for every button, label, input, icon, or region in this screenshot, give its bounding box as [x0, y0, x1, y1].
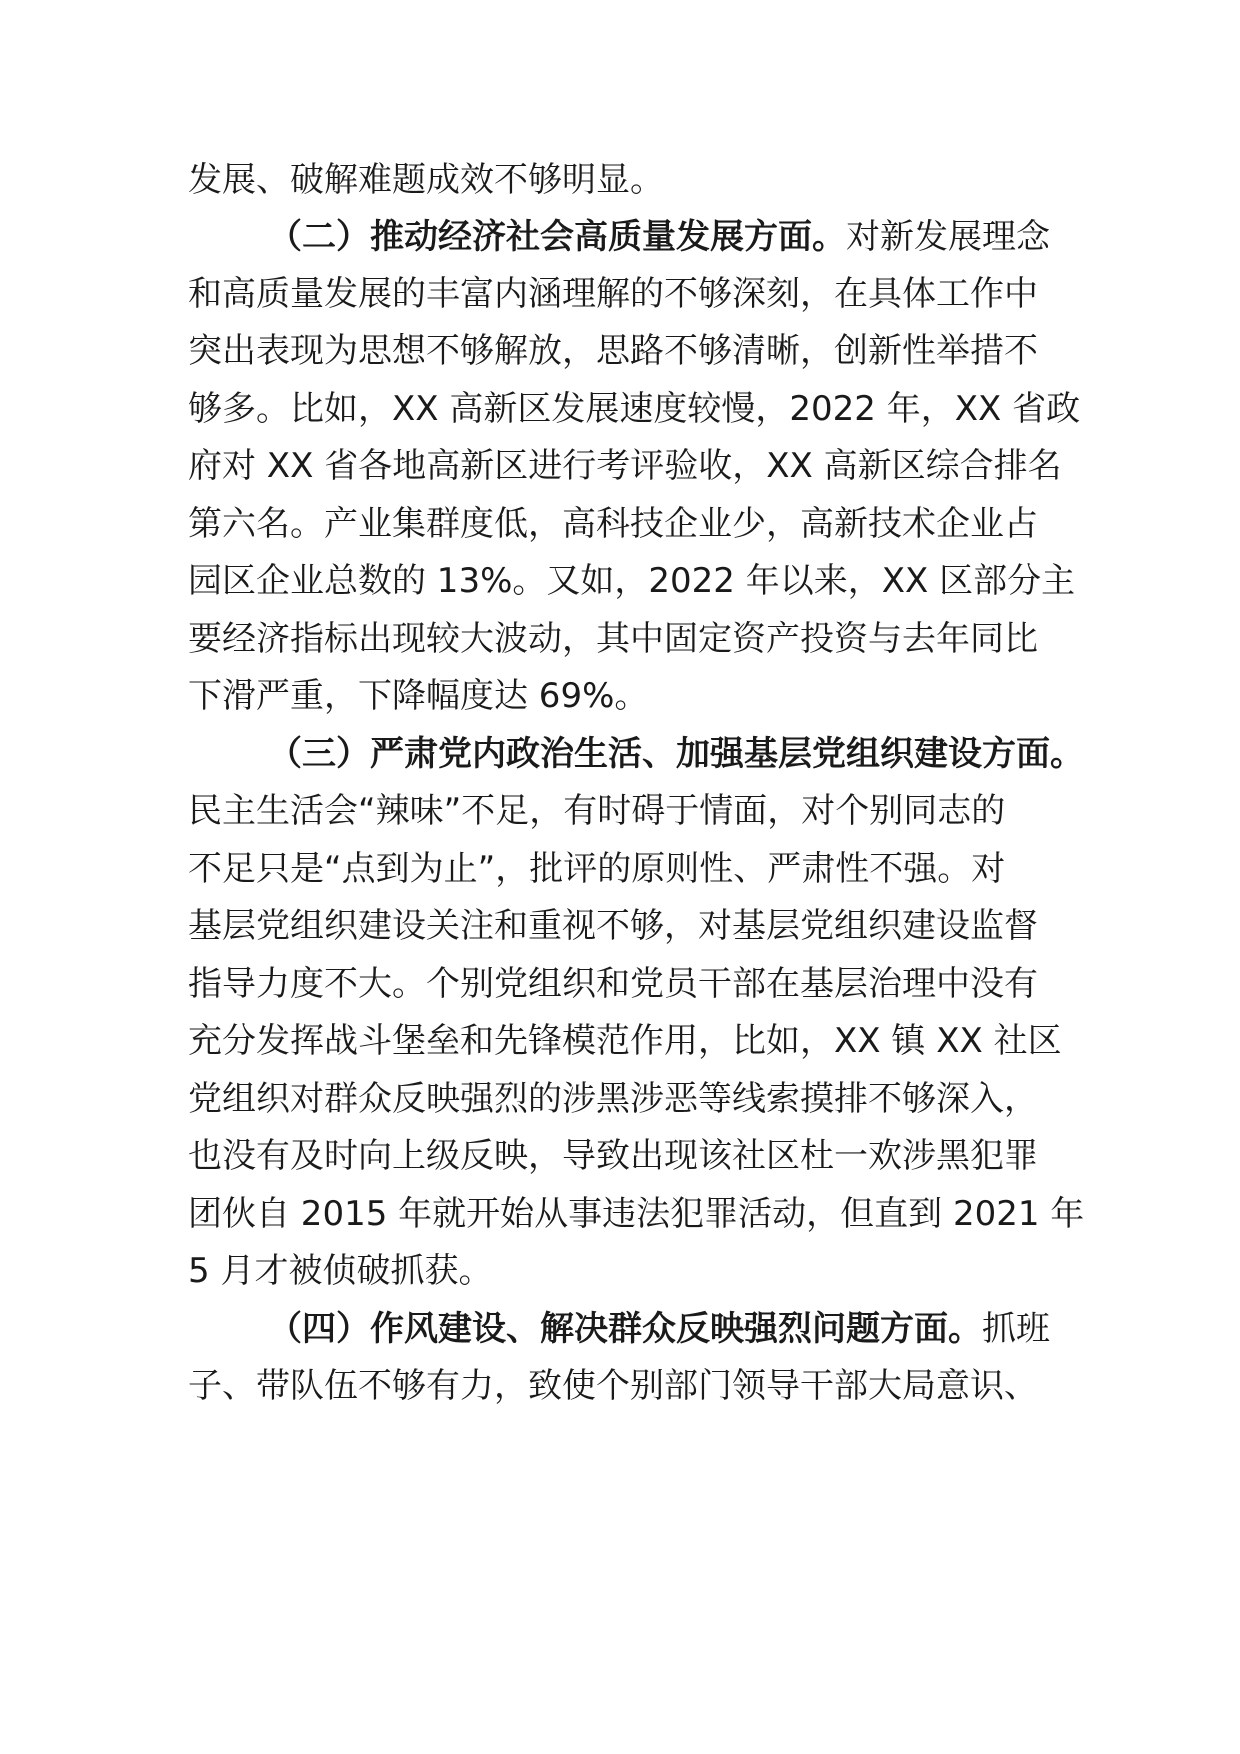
- body-line: 发展、破解难题成效不够明显。: [188, 160, 664, 200]
- body-line: 突出表现为思想不够解放，思路不够清晰，创新性举措不: [188, 331, 1038, 371]
- section-heading: （二）推动经济社会高质量发展方面。: [268, 217, 846, 257]
- body-line: 团伙自 2015 年就开始从事违法犯罪活动，但直到 2021 年: [188, 1194, 1085, 1234]
- body-line: 园区企业总数的 13%。又如，2022 年以来，XX 区部分主: [188, 561, 1076, 601]
- section-heading-line: （二）推动经济社会高质量发展方面。对新发展理念: [268, 217, 1050, 257]
- body-line: 下滑严重，下降幅度达 69%。: [188, 676, 649, 716]
- body-line: 基层党组织建设关注和重视不够，对基层党组织建设监督: [188, 906, 1038, 946]
- body-line: 要经济指标出现较大波动，其中固定资产投资与去年同比: [188, 619, 1038, 659]
- body-line: 府对 XX 省各地高新区进行考评验收，XX 高新区综合排名: [188, 446, 1062, 486]
- body-line: 党组织对群众反映强烈的涉黑涉恶等线索摸排不够深入，: [188, 1079, 1038, 1119]
- body-line: 指导力度不大。个别党组织和党员干部在基层治理中没有: [188, 964, 1038, 1004]
- body-line: 第六名。产业集群度低，高科技企业少，高新技术企业占: [188, 504, 1038, 544]
- body-line: 够多。比如，XX 高新区发展速度较慢，2022 年，XX 省政: [188, 389, 1081, 429]
- body-line: 民主生活会“辣味”不足，有时碍于情面，对个别同志的: [188, 791, 1006, 831]
- body-line: 和高质量发展的丰富内涵理解的不够深刻，在具体工作中: [188, 274, 1038, 314]
- body-line: 5 月才被侦破抓获。: [188, 1251, 493, 1291]
- section-heading: （四）作风建设、解决群众反映强烈问题方面。: [268, 1309, 982, 1349]
- body-line: 不足只是“点到为止”，批评的原则性、严肃性不强。对: [188, 849, 1006, 889]
- body-line: 充分发挥战斗堡垒和先锋模范作用，比如，XX 镇 XX 社区: [188, 1021, 1062, 1061]
- section-heading-line: （四）作风建设、解决群众反映强烈问题方面。抓班: [268, 1309, 1050, 1349]
- body-line: 子、带队伍不够有力，致使个别部门领导干部大局意识、: [188, 1366, 1038, 1406]
- body-line: 也没有及时向上级反映，导致出现该社区杜一欢涉黑犯罪: [188, 1136, 1038, 1176]
- section-heading-line: [268, 734, 1148, 774]
- section-heading: （三）严肃党内政治生活、加强基层党组织建设方面。: [268, 734, 1084, 774]
